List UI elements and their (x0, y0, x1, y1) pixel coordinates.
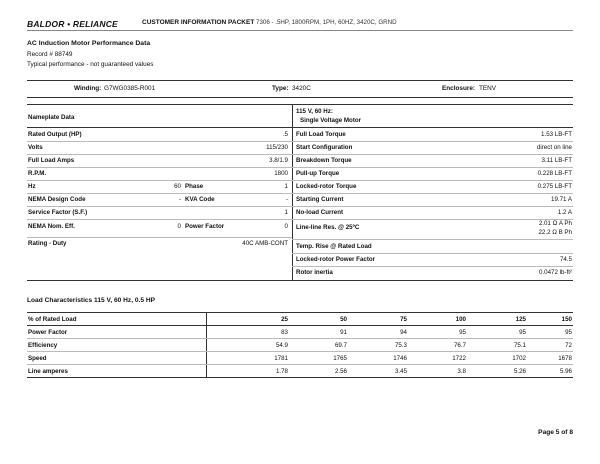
nameplate-label: NEMA Nom. Eff. (28, 223, 75, 230)
row-divider (27, 141, 292, 142)
brand-logo: BALDOR • RELIANCE (27, 19, 118, 29)
load-cell: 3.45 (394, 368, 407, 375)
performance-label: Pull-up Torque (296, 170, 340, 177)
column-divider (206, 312, 207, 377)
load-cell: 1765 (333, 355, 347, 362)
nameplate-value: - (285, 196, 288, 203)
nameplate-mid-label: KVA Code (185, 196, 215, 203)
load-cell: 1781 (274, 355, 288, 362)
winding-value: G7WG0385-R001 (104, 85, 156, 92)
load-cell: 83 (281, 329, 288, 336)
load-row-label: Efficiency (28, 342, 58, 349)
performance-value: 2.01 Ω A Ph (538, 220, 572, 227)
nameplate-mid-value: 60 (174, 183, 181, 190)
load-row-label: Power Factor (28, 329, 68, 336)
row-divider (292, 239, 573, 240)
nameplate-value: 1800 (274, 170, 288, 177)
enclosure-value: TENV (479, 85, 497, 92)
nameplate-value: 3.8/1.9 (269, 157, 288, 164)
nameplate-mid-value: 0 (177, 223, 181, 230)
nameplate-mid-label: Phase (185, 183, 204, 190)
row-divider (292, 154, 573, 155)
nameplate-value: 1 (284, 183, 288, 190)
nameplate-label: R.P.M. (28, 170, 47, 177)
nameplate-value: 1 (284, 209, 288, 216)
row-divider (27, 219, 292, 220)
nameplate-value: 40C AMB-CONT (242, 240, 288, 247)
nameplate-mid-label: Power Factor (185, 223, 225, 230)
performance-label: Line-line Res. @ 25ºC (296, 224, 360, 231)
load-header-cell: 125 (515, 316, 526, 323)
nameplate-mid-value: - (178, 196, 181, 203)
load-cell: 5.96 (559, 368, 572, 375)
load-row-label: Speed (28, 355, 47, 362)
nameplate-label: Rated Output (HP) (28, 131, 82, 138)
row-divider (27, 351, 573, 352)
load-header-cell: 50 (340, 316, 347, 323)
performance-label: Start Configuration (296, 144, 353, 151)
performance-value: 1.2 A (557, 209, 572, 216)
row-divider (27, 180, 292, 181)
table-bottom-border (27, 280, 573, 281)
load-characteristics-title: Load Characteristics 115 V, 60 Hz, 0.5 HP (27, 297, 156, 304)
performance-label: Starting Current (296, 196, 344, 203)
load-cell: 75.3 (394, 342, 407, 349)
row-divider (292, 253, 573, 254)
heading-divider (27, 127, 573, 128)
row-divider (27, 325, 573, 326)
performance-value: 0.228 LB-FT (537, 170, 572, 177)
performance-label: Temp. Rise @ Rated Load (296, 243, 372, 250)
performance-value: 0.0472 lb-ft² (538, 269, 572, 276)
performance-value: direct on line (536, 144, 572, 151)
load-cell: 3.8 (457, 368, 466, 375)
document-title: AC Induction Motor Performance Data (27, 40, 151, 47)
voltage-heading: 115 V, 60 Hz: (296, 108, 333, 115)
row-divider (27, 338, 573, 339)
enclosure-label: Enclosure: (442, 85, 476, 92)
load-cell: 1678 (558, 355, 572, 362)
load-cell: 94 (400, 329, 407, 336)
row-divider (292, 167, 573, 168)
row-divider (27, 364, 573, 365)
nameplate-label: Hz (28, 183, 36, 190)
load-cell: 1722 (452, 355, 466, 362)
product-description: 7306 - .5HP, 1800RPM, 1PH, 60HZ, 3420C, GRND (256, 19, 397, 26)
load-cell: 91 (340, 329, 347, 336)
performance-value: 19.71 A (551, 196, 572, 203)
packet-title: CUSTOMER INFORMATION PACKET (142, 19, 255, 26)
row-divider (292, 193, 573, 194)
row-divider (27, 377, 573, 378)
performance-value-secondary: 22.2 Ω B Ph (538, 229, 572, 236)
row-divider (292, 141, 573, 142)
row-divider (27, 312, 573, 313)
nameplate-heading: Nameplate Data (28, 114, 75, 121)
load-header-cell: 75 (400, 316, 407, 323)
load-cell: 2.56 (334, 368, 347, 375)
performance-value: 74.5 (559, 256, 572, 263)
type-value: 3420C (292, 85, 311, 92)
row-divider (292, 180, 573, 181)
load-cell: 1746 (393, 355, 407, 362)
load-cell: 1.78 (275, 368, 288, 375)
voltage-subheading: Single Voltage Motor (300, 117, 362, 124)
row-divider (27, 167, 292, 168)
load-cell: 76.7 (453, 342, 466, 349)
nameplate-value: 0 (284, 223, 288, 230)
load-header-cell: % of Rated Load (28, 316, 77, 323)
row-divider (27, 237, 292, 238)
nameplate-label: Service Factor (S.F.) (28, 209, 88, 216)
winding-label: Winding: (74, 85, 102, 92)
row-divider (292, 266, 573, 267)
row-divider (292, 206, 573, 207)
record-number: Record # 88749 (27, 51, 73, 58)
load-cell: 72 (565, 342, 572, 349)
nameplate-value: .5 (282, 131, 288, 138)
load-cell: 5.26 (513, 368, 526, 375)
load-cell: 75.1 (513, 342, 526, 349)
load-cell: 95 (459, 329, 466, 336)
performance-label: Locked-rotor Torque (296, 183, 357, 190)
load-header-cell: 100 (455, 316, 466, 323)
row-divider (27, 193, 292, 194)
performance-value: 0.275 LB-FT (537, 183, 572, 190)
load-cell: 1702 (512, 355, 526, 362)
load-cell: 54.9 (275, 342, 288, 349)
performance-label: No-load Current (296, 209, 344, 216)
performance-label: Rotor inertia (296, 269, 333, 276)
nameplate-label: NEMA Design Code (28, 196, 86, 203)
nameplate-value: 115/230 (266, 144, 288, 151)
row-divider (27, 154, 292, 155)
load-row-label: Line amperes (28, 368, 68, 375)
performance-label: Full Load Torque (296, 131, 346, 138)
load-header-cell: 150 (561, 316, 572, 323)
load-cell: 69.7 (334, 342, 347, 349)
nameplate-label: Rating - Duty (28, 240, 67, 247)
type-label: Type: (272, 85, 289, 92)
load-header-cell: 25 (281, 316, 288, 323)
row-divider (292, 219, 573, 220)
performance-label: Breakdown Torque (296, 157, 352, 164)
performance-value: 3.11 LB-FT (541, 157, 572, 164)
page-number: Page 5 of 8 (538, 429, 573, 436)
row-divider (27, 206, 292, 207)
disclaimer-note: Typical performance - not guaranteed values (27, 61, 154, 68)
nameplate-label: Volts (28, 144, 43, 151)
nameplate-label: Full Load Amps (28, 157, 75, 164)
performance-value: 1.53 LB-FT (541, 131, 572, 138)
table-top-border (27, 104, 573, 105)
load-cell: 95 (565, 329, 572, 336)
performance-label: Locked-rotor Power Factor (296, 256, 376, 263)
load-cell: 95 (519, 329, 526, 336)
